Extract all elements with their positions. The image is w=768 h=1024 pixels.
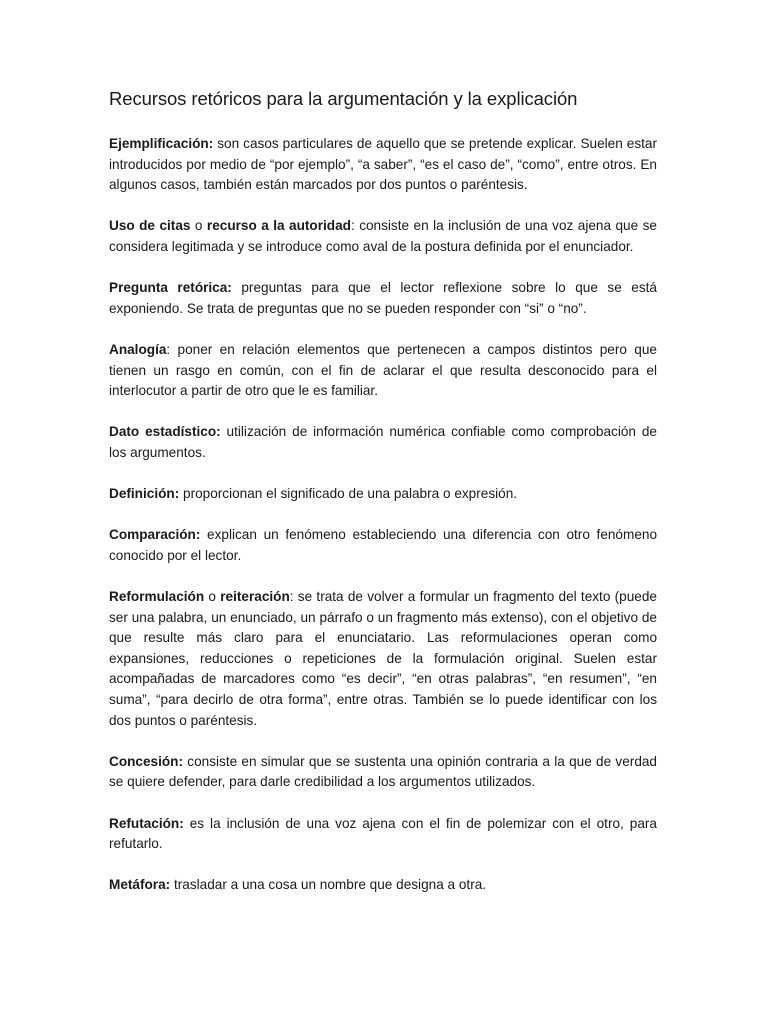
term: Reformulación	[109, 589, 205, 605]
definition-text: : se trata de volver a formular un fragmento del texto (puede ser una palabra, un enunciado, un párrafo o un fragmento más extenso), con el objetivo de que resulte más claro para el enunciatario. Las reformulaciones operan como expansiones, reducciones o repeticiones de la formulación original. Suelen estar acompañadas de marcadores como “es decir”, “en otras palabras”, “en resumen”, “en suma”, “para decirlo de otra forma”, entre otras. También se lo puede identificar con los dos puntos o paréntesis.	[109, 589, 657, 728]
paragraph-uso-de-citas	[109, 216, 657, 257]
paragraph-pregunta-retorica	[109, 278, 657, 319]
term: Refutación:	[109, 815, 184, 831]
connector-text: o	[204, 589, 221, 605]
paragraph-dato-estadistico	[109, 422, 657, 463]
term: Uso de citas	[109, 218, 191, 234]
paragraph-metafora	[109, 875, 657, 896]
definition-text: consiste en simular que se sustenta una opinión contraria a la que de verdad se quiere defender, para darle credibilidad a los argumentos utilizados.	[109, 753, 657, 790]
paragraph-ejemplificacion	[109, 134, 657, 196]
term: Dato estadístico:	[109, 424, 221, 440]
paragraph-concesion	[109, 752, 657, 793]
definition-text: son casos particulares de aquello que se pretende explicar. Suelen estar introducidos por medio de “por ejemplo”, “a saber”, “es el caso de”, “como”, entre otros. En algunos casos, también están marcados por dos puntos o paréntesis.	[109, 136, 657, 193]
paragraph-comparacion	[109, 525, 657, 566]
term: Metáfora:	[109, 877, 171, 893]
definition-text: proporcionan el significado de una palabra o expresión.	[179, 486, 518, 502]
paragraph-definicion	[109, 484, 657, 505]
term: Concesión:	[109, 753, 184, 769]
document-page	[109, 86, 657, 917]
term: Comparación:	[109, 527, 201, 543]
page-title: Recursos retóricos para la argumentación y la explicación	[109, 88, 578, 109]
paragraph-analogia	[109, 340, 657, 402]
definition-text: trasladar a una cosa un nombre que designa a otra.	[170, 877, 487, 893]
term: Pregunta retórica:	[109, 280, 232, 296]
term-secondary: recurso a la autoridad	[206, 218, 351, 234]
term-secondary: reiteración	[220, 589, 290, 605]
definition-text: preguntas para que el lector reflexione sobre lo que se está exponiendo. Se trata de preguntas que no se pueden responder con “si” o “no”.	[109, 280, 657, 316]
connector-text: o	[190, 218, 207, 234]
paragraph-reformulacion	[109, 587, 657, 731]
definition-text: explican un fenómeno estableciendo una diferencia con otro fenómeno conocido por el lector.	[109, 527, 657, 563]
paragraph-refutacion	[109, 814, 657, 855]
definition-text: : poner en relación elementos que pertenecen a campos distintos pero que tienen un rasgo en común, con el fin de aclarar el que resulta desconocido para el interlocutor a partir de otro que le es familiar.	[109, 341, 657, 399]
term: Definición:	[109, 486, 180, 502]
definition-text: utilización de información numérica confiable como comprobación de los argumentos.	[109, 424, 657, 460]
definition-text: : consiste en la inclusión de una voz ajena que se considera legitimada y se introduce como aval de la postura definida por el enunciador.	[109, 218, 657, 254]
term: Ejemplificación:	[109, 136, 214, 151]
term: Analogía	[109, 341, 167, 357]
definition-text: es la inclusión de una voz ajena con el fin de polemizar con el otro, para refutarlo.	[109, 815, 657, 852]
